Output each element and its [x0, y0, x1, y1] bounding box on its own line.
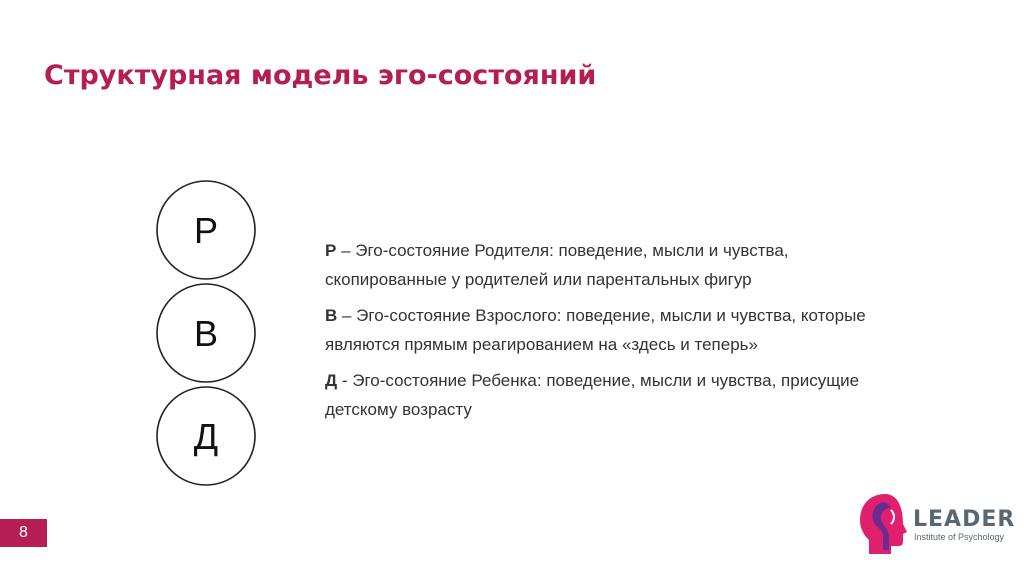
description-text: – Эго-состояние Родителя: поведение, мысли и чувства, скопированные у родителей или парентальных фигур	[325, 241, 789, 289]
description-letter: В	[325, 306, 338, 325]
circle-label-parent: Р	[193, 210, 219, 251]
ego-state-descriptions	[325, 236, 915, 431]
ego-state-diagram	[150, 178, 262, 488]
slide-title: Структурная модель эго-состояний	[44, 60, 597, 91]
description-text: – Эго-состояние Взрослого: поведение, мысли и чувства, которые являются прямым реагированием на «здесь и теперь»	[325, 306, 866, 354]
logo-subtitle: Institute of Psychology	[914, 532, 1005, 542]
description-child	[325, 366, 915, 424]
circle-label-child: Д	[193, 416, 219, 457]
circle-label-adult: В	[193, 313, 219, 354]
description-letter: Р	[325, 241, 337, 260]
head-silhouette-icon	[860, 494, 907, 554]
description-text: - Эго-состояние Ребенка: поведение, мысли и чувства, присущие детскому возрасту	[325, 371, 860, 419]
page-number: 8	[0, 519, 47, 547]
description-parent	[325, 236, 915, 294]
leader-logo	[855, 488, 1024, 558]
description-adult	[325, 301, 915, 359]
description-letter: Д	[325, 371, 338, 390]
logo-name: LEADER	[913, 507, 1016, 532]
